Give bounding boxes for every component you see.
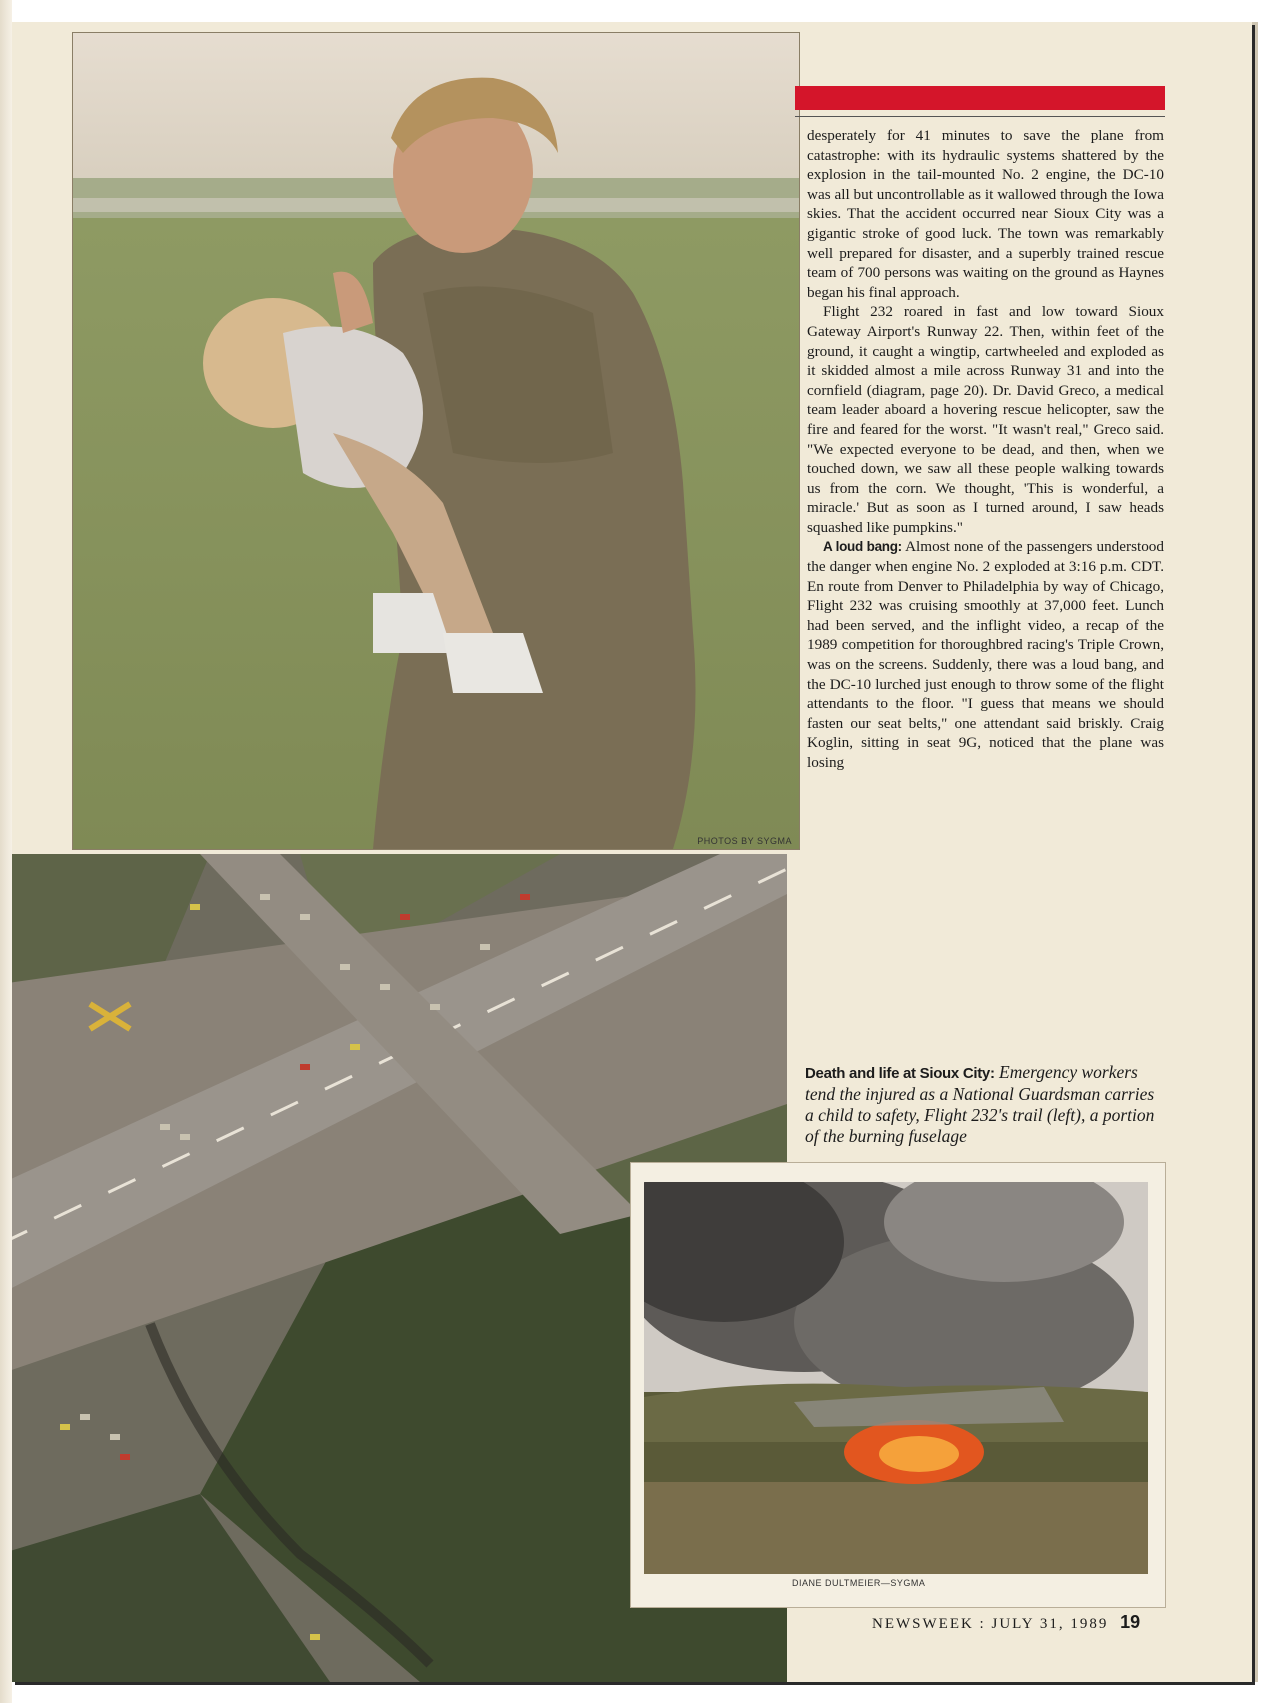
photo-burning-fuselage xyxy=(644,1182,1148,1574)
photo-credit-sygma: PHOTOS BY SYGMA xyxy=(697,836,792,846)
section-accent-bar xyxy=(795,86,1165,110)
article-paragraph-3 xyxy=(807,537,1164,772)
guardsman-photo-graphic xyxy=(73,33,799,849)
magazine-page xyxy=(12,22,1252,1682)
page-folio xyxy=(872,1612,1162,1633)
article-paragraph-1: desperately for 41 minutes to save the plane from catastrophe: with its hydraulic systems shattered by the explosion in the tail-mounted No. 2 engine, the DC-10 was all but uncontrollable as it wallowed through the Iowa skies. That the accident occurred near Sioux City was a gigantic stroke of good luck. The town was remarkably well prepared for disaster, and a superbly trained rescue team of 700 persons was waiting on the ground as Haynes began his final approach. xyxy=(807,127,1164,301)
page-edge xyxy=(0,0,12,1703)
photo-caption xyxy=(805,1062,1165,1147)
photo-guardsman-carrying-child xyxy=(72,32,800,850)
fire-photo-graphic xyxy=(644,1182,1148,1574)
page-number: 19 xyxy=(1120,1612,1141,1632)
article-subhead: A loud bang: xyxy=(823,539,902,555)
photo-credit-dultmeier: DIANE DULTMEIER—SYGMA xyxy=(792,1578,926,1588)
folio-text: NEWSWEEK : JULY 31, 1989 xyxy=(872,1616,1109,1632)
article-paragraph-3-text: Almost none of the passengers understood the danger when engine No. 2 exploded at 3:16 p.m. CDT. En route from Denver to Philadelphia by way of Chicago, Flight 232 was cruising smoothly at 37,000 feet. Lunch had been served, and the inflight video, a recap of the 1989 competition for thoroughbred racing's Triple Crown, was on the screens. Suddenly, there was a loud bang, and the DC-10 lurched just enough to throw some of the flight attendants to the floor. "I guess that means we should fasten our seat belts," one attendant said briskly. Craig Koglin, sitting in seat 9G, noticed that the plane was losing xyxy=(807,538,1164,771)
article-column xyxy=(807,126,1164,773)
article-paragraph-2: Flight 232 roared in fast and low toward Sioux Gateway Airport's Runway 22. Then, within feet of the ground, it caught a wingtip, cartwheeled and exploded as it skidded almost a mile across Runway 31 and into the cornfield (diagram, page 20). Dr. David Greco, a medical team leader aboard a hovering rescue helicopter, saw the fire and feared for the worst. "It wasn't real," Greco said. "We expected everyone to be dead, and then, when we touched down, we saw all these people walking towards us from the corn. We thought, 'This is wonderful, a miracle.' But as soon as I turned around, I saw heads squashed like pumpkins." xyxy=(807,303,1164,536)
section-rule xyxy=(795,116,1165,117)
caption-body: Emergency workers tend the injured as a National Guardsman carries a child to safety, Flight 232's trail (left), a portion of the burning fuselage xyxy=(805,1062,1155,1146)
caption-head: Death and life at Sioux City: xyxy=(805,1065,995,1082)
